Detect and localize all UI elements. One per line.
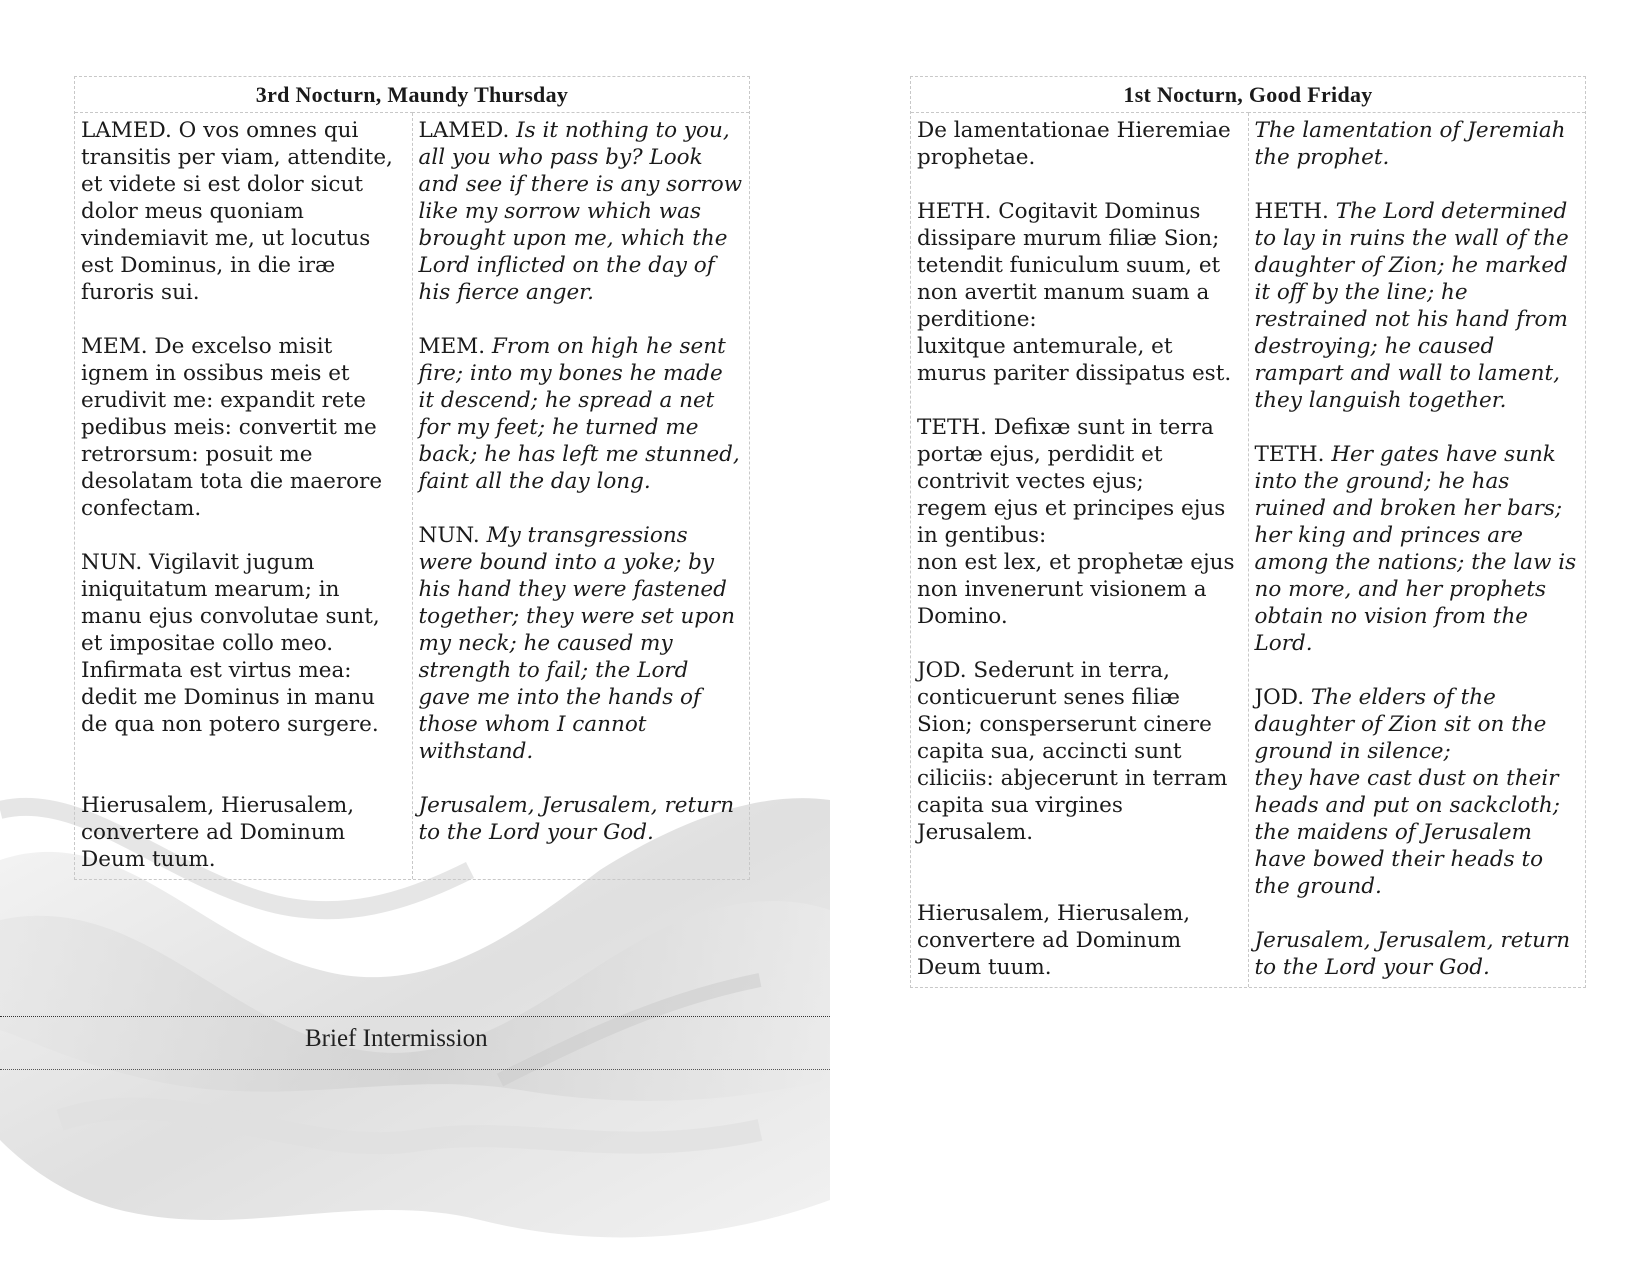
- english-stanza-intro: [1255, 117, 1580, 171]
- left-lamentation-panel: [74, 76, 750, 880]
- english-stanza-jod: [1255, 684, 1580, 900]
- stanza-body: My transgressions were bound into a yoke; by his hand they were fastened together; they were set upon my neck; he caused my strength to fail; the Lord gave me into the hands of those whom I cannot withstand.: [418, 523, 735, 764]
- left-latin-column: [75, 113, 412, 880]
- english-stanza-mem: [419, 333, 744, 495]
- left-lamentation-table: [75, 77, 749, 879]
- left-english-column: [412, 113, 749, 880]
- latin-stanza-jod: JOD. Sederunt in terra, conticuerunt senes filiæ Sion; consperserunt cinere capita sua, accincti sunt ciliciis: abjecerunt in terram capita sua virgines Jerusalem.: [917, 658, 1228, 845]
- intermission-band: [0, 1016, 830, 1070]
- stanza-body: The lamentation of Jeremiah the prophet.: [1254, 118, 1566, 170]
- english-stanza-heth: [1255, 198, 1580, 414]
- right-english-column: [1248, 113, 1585, 988]
- english-stanza-nun: [419, 522, 744, 765]
- right-latin-column: [911, 113, 1248, 988]
- stanza-body: Is it nothing to you, all you who pass by? Look and see if there is any sorrow like my sorrow which was brought upon me, which the Lord inflicted on the day of his fierce anger.: [418, 118, 743, 305]
- stanza-body: Jerusalem, Jerusalem, return to the Lord your God.: [1254, 928, 1571, 980]
- latin-stanza-hierusalem: Hierusalem, Hierusalem, convertere ad Dominum Deum tuum.: [81, 793, 355, 872]
- right-panel-title: 1st Nocturn, Good Friday: [911, 77, 1585, 113]
- stanza-lead: JOD.: [1254, 685, 1305, 710]
- intermission-label: Brief Intermission: [305, 1025, 488, 1052]
- stanza-lead: NUN.: [418, 523, 480, 548]
- latin-stanza-heth: HETH. Cogitavit Dominus dissipare murum filiæ Sion; tetendit funiculum suum, et non avertit manum suam a perditione: luxitque antemurale, et murus pariter dissipatus est.: [917, 199, 1232, 386]
- latin-stanza-mem: MEM. De excelso misit ignem in ossibus meis et erudivit me: expandit rete pedibus meis: convertit me retrorsum: posuit me desolatam tota die maerore confectam.: [81, 334, 383, 521]
- right-lamentation-table: [911, 77, 1585, 987]
- left-panel-title: 3rd Nocturn, Maundy Thursday: [75, 77, 749, 113]
- latin-stanza-teth: TETH. Defixæ sunt in terra portæ ejus, perdidit et contrivit vectes ejus; regem ejus et principes ejus in gentibus: non est lex, et prophetæ ejus non invenerunt visionem a Domino.: [917, 415, 1235, 629]
- right-lamentation-panel: [910, 76, 1586, 988]
- latin-stanza-nun: NUN. Vigilavit jugum iniquitatum mearum; in manu ejus convolutae sunt, et impositae collo meo. Infirmata est virtus mea: dedit me Dominus in manu de qua non potero surgere.: [81, 550, 380, 737]
- stanza-lead: MEM.: [418, 334, 486, 359]
- stanza-body: The Lord determined to lay in ruins the wall of the daughter of Zion; he marked it off by the line; he restrained not his hand from destroying; he caused rampart and wall to lament, they languish together.: [1254, 199, 1569, 413]
- stanza-body: From on high he sent fire; into my bones he made it descend; he spread a net for my feet; he turned me back; he has left me stunned, faint all the day long.: [418, 334, 740, 494]
- stanza-body: Jerusalem, Jerusalem, return to the Lord your God.: [418, 793, 735, 845]
- english-stanza-teth: [1255, 441, 1580, 657]
- latin-stanza-intro: De lamentationae Hieremiae prophetae.: [917, 118, 1231, 170]
- stanza-body: The elders of the daughter of Zion sit on the ground in silence; they have cast dust on their heads and put on sackcloth; the maidens of Jerusalem have bowed their heads to the ground.: [1254, 685, 1561, 899]
- stanza-lead: TETH.: [1254, 442, 1325, 467]
- stanza-lead: LAMED.: [418, 118, 510, 143]
- english-stanza-jerusalem: [1255, 927, 1580, 981]
- latin-stanza-lamed: LAMED. O vos omnes qui transitis per viam, attendite, et videte si est dolor sicut dolor meus quoniam vindemiavit me, ut locutus est Dominus, in die iræ furoris sui.: [81, 118, 393, 305]
- stanza-body: Her gates have sunk into the ground; he has ruined and broken her bars; her king and princes are among the nations; the law is no more, and her prophets obtain no vision from the Lord.: [1254, 442, 1577, 656]
- english-stanza-lamed: [419, 117, 744, 306]
- english-stanza-jerusalem: [419, 792, 744, 846]
- latin-stanza-hierusalem: Hierusalem, Hierusalem, convertere ad Dominum Deum tuum.: [917, 901, 1191, 980]
- stanza-lead: HETH.: [1254, 199, 1329, 224]
